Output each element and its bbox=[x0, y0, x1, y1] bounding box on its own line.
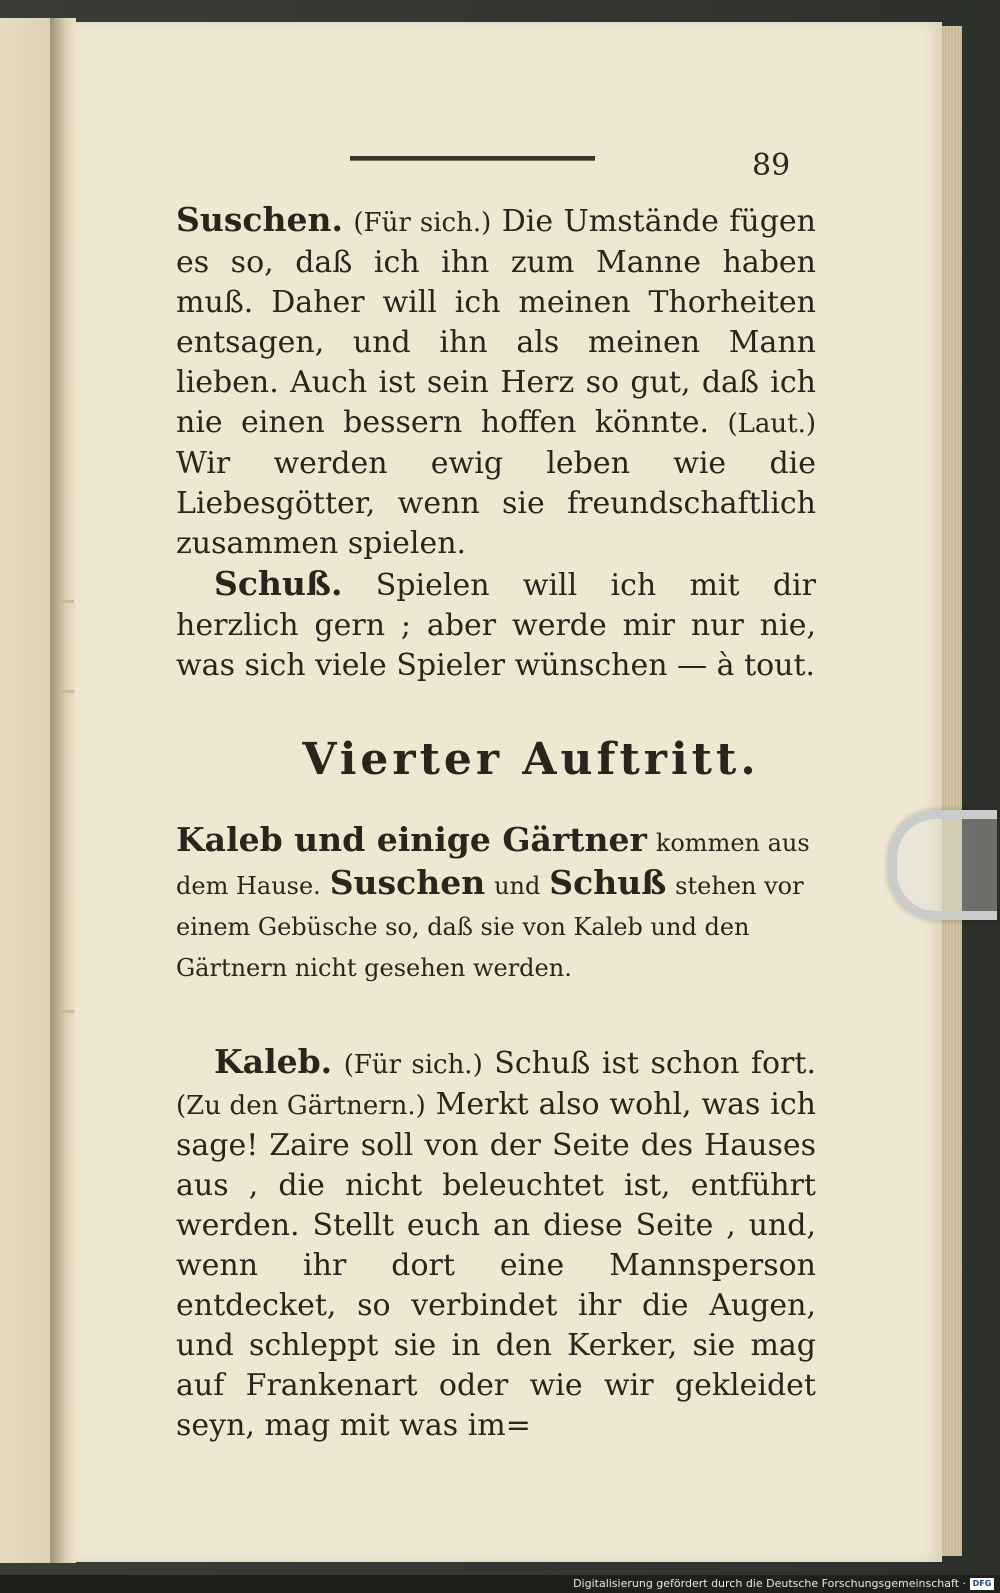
character-name: Schuß bbox=[549, 863, 667, 902]
stage-text: kommen aus dem Hause. bbox=[176, 829, 810, 900]
stage-aside: (Für sich.) bbox=[343, 1050, 483, 1080]
dfg-logo-icon: DFG bbox=[970, 1578, 994, 1590]
speech-suschen bbox=[176, 200, 816, 564]
binding-thread bbox=[60, 1010, 74, 1013]
speaker-name: Schuß. bbox=[214, 564, 343, 603]
header-rule bbox=[350, 156, 595, 161]
speech-kaleb bbox=[176, 1042, 816, 1446]
speech-text: Die Umstände fügen es so, daß ich ihn zum Manne haben muß. Daher will ich meinen Thorheiten entsagen, und ihn als meinen Mann lieben. Auch ist sein Herz so gut, daß ich nie einen bessern hoffen könnte. bbox=[176, 204, 816, 440]
speech-text: Merkt also wohl, was ich sage! Zaire soll von der Seite des Hauses aus , die nicht beleuchtet ist, entführt werden. Stellt euch an diese Seite , und, wenn ihr dort eine Mannsperson entdecket, so verbindet ihr die Augen, und schleppt sie in den Kerker, sie mag auf Frankenart oder wie wir gekleidet seyn, mag mit was im= bbox=[176, 1087, 817, 1443]
speaker-name: Suschen. bbox=[176, 200, 343, 239]
stage-aside: (Laut.) bbox=[727, 409, 816, 439]
speaker-name: Kaleb. bbox=[214, 1042, 333, 1081]
page-clip bbox=[888, 810, 997, 920]
speech-schuss bbox=[176, 564, 816, 686]
stage-direction bbox=[176, 820, 816, 988]
stage-aside: (Zu den Gärtnern.) bbox=[176, 1091, 426, 1121]
binding-thread bbox=[60, 600, 74, 603]
character-name: Suschen bbox=[329, 863, 486, 902]
stage-lead: Kaleb und einige Gärtner bbox=[176, 820, 647, 859]
stage-aside: (Für sich.) bbox=[353, 208, 492, 238]
binding-thread bbox=[60, 690, 74, 693]
speech-text: Wir werden ewig leben wie die Liebesgötter, wenn sie freundschaftlich zusammen spielen. bbox=[176, 446, 816, 561]
speech-text: Schuß ist schon fort. bbox=[494, 1046, 816, 1081]
digitization-credit: Digitalisierung gefördert durch die Deutsche Forschungsgemeinschaft · bbox=[573, 1577, 966, 1590]
scene-heading: Vierter Auftritt. bbox=[302, 734, 760, 785]
stage-text: und bbox=[494, 872, 541, 900]
page-fore-edge bbox=[940, 26, 962, 1556]
speech-text: Spielen will ich mit dir herzlich gern ; aber werde mir nur nie, was sich viele Spieler wünschen — à tout. bbox=[176, 568, 816, 683]
book-gutter bbox=[50, 18, 76, 1563]
page-number: 89 bbox=[752, 148, 791, 183]
page-text bbox=[176, 200, 816, 1446]
stage-text: stehen vor einem Gebüsche so, daß sie von Kaleb und den Gärtnern nicht gesehen werden. bbox=[176, 872, 804, 982]
